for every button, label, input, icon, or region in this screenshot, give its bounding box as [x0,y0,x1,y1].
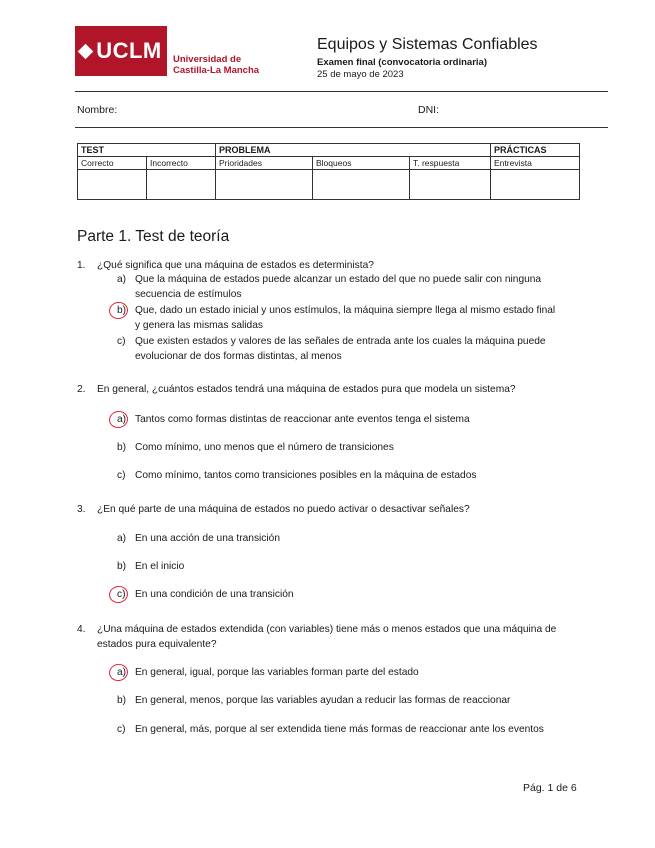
q2-option-c[interactable]: c) Como mínimo, tantos como transiciones posibles en la máquina de estados [117,470,477,481]
q2-option-a[interactable]: a) Tantos como formas distintas de reaccionar ante eventos tenga el sistema [117,414,470,425]
exam-name: Examen final (convocatoria ordinaria) [317,57,487,68]
exam-date: 25 de mayo de 2023 [317,69,404,80]
name-label: Nombre: [77,104,118,116]
q4-option-a[interactable]: a) En general, igual, porque las variables forman parte del estado [117,667,419,678]
q1-option-c-cont: evolucionar de dos formas distintas, al menos [135,351,342,362]
university-name: Universidad de Castilla-La Mancha [173,54,260,76]
divider [75,127,608,128]
divider [75,91,608,92]
col-t-respuesta: T. respuesta [410,157,491,170]
diamond-icon [78,43,94,59]
group-problema: PROBLEMA [216,144,491,157]
document-title: Equipos y Sistemas Confiables [317,36,538,53]
col-correcto: Correcto [78,157,147,170]
q4-option-c[interactable]: c) En general, más, porque al ser extendida tiene más formas de reaccionar ante los eventos [117,724,544,735]
q1-option-a[interactable]: a) Que la máquina de estados puede alcanzar un estado del que no puede salir con ninguna [117,274,542,285]
score-cell[interactable] [313,170,410,200]
q3-option-a[interactable]: a) En una acción de una transición [117,533,280,544]
score-cell[interactable] [147,170,216,200]
section-title: Parte 1. Test de teoría [77,228,230,245]
q3-option-c[interactable]: c) En una condición de una transición [117,589,294,600]
q1-option-a-cont: secuencia de estímulos [135,289,242,300]
question-1: 1. ¿Qué significa que una máquina de estados es determinista? [77,260,374,271]
score-cell[interactable] [491,170,580,200]
q3-option-b[interactable]: b) En el inicio [117,561,185,572]
score-table [77,143,580,200]
question-4: 4. ¿Una máquina de estados extendida (con variables) tiene más o menos estados que una máquina de [77,624,557,635]
q1-option-b[interactable]: b) Que, dado un estado inicial y unos estímulos, la máquina siempre llega al mismo estado final [117,305,556,316]
uclm-logo [75,26,167,76]
col-incorrecto: Incorrecto [147,157,216,170]
logo-text: UCLM [96,38,162,63]
question-3: 3. ¿En qué parte de una máquina de estados no puedo activar o desactivar señales? [77,504,470,515]
question-2: 2. En general, ¿cuántos estados tendrá una máquina de estados pura que modela un sistema? [77,384,516,395]
q2-option-b[interactable]: b) Como mínimo, uno menos que el número de transiciones [117,442,394,453]
group-test: TEST [78,144,216,157]
page-number: Pág. 1 de 6 [523,782,577,794]
score-cell[interactable] [410,170,491,200]
score-cell[interactable] [78,170,147,200]
question-4-cont: estados pura equivalente? [97,639,217,650]
score-cell[interactable] [216,170,313,200]
col-entrevista: Entrevista [491,157,580,170]
col-prioridades: Prioridades [216,157,313,170]
dni-label: DNI: [418,104,439,116]
q1-option-c[interactable]: c) Que existen estados y valores de las señales de entrada ante los cuales la máquina puede [117,336,546,347]
q1-option-b-cont: y genera las mismas salidas [135,320,263,331]
col-bloqueos: Bloqueos [313,157,410,170]
group-practicas: PRÁCTICAS [491,144,580,157]
q4-option-b[interactable]: b) En general, menos, porque las variables ayudan a reducir las formas de reaccionar [117,695,511,706]
